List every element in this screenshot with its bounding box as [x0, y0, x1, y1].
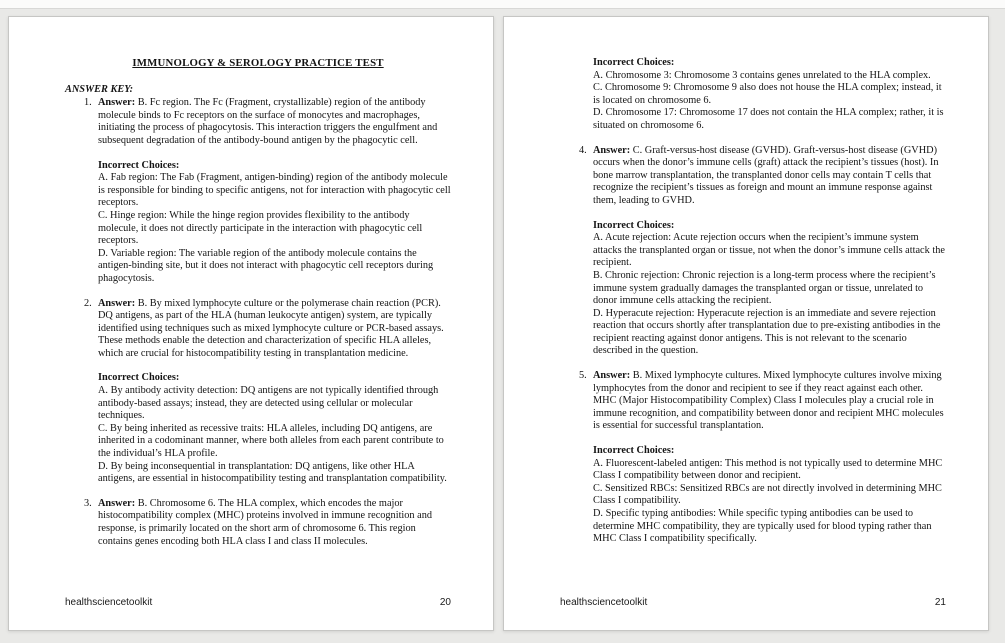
answer-text: C. Graft-versus-host disease (GVHD). Graft-versus-host disease (GVHD) occurs when the donor’s immune cells (graft) attack the recipient’s tissues (host). In bone marrow transplantation, the transplanted donor cells may contain T cells that recognize the recipient’s tissues as foreign and mount an immune response against them, leading to GVHD. — [593, 144, 939, 206]
answer-item — [65, 298, 451, 361]
incorrect-choices-heading — [593, 57, 946, 70]
question-number: 1. — [84, 97, 92, 109]
incorrect-choices-heading — [98, 372, 451, 385]
answer-paragraph — [98, 298, 451, 361]
incorrect-choices-label: Incorrect Choices: — [593, 57, 675, 68]
incorrect-choices-heading — [98, 160, 451, 173]
question-number: 4. — [579, 144, 587, 156]
answer-item — [65, 498, 451, 548]
question-number: 2. — [84, 297, 92, 309]
document-title: IMMUNOLOGY & SEROLOGY PRACTICE TEST — [132, 57, 384, 69]
choice-text: D. Specific typing antibodies: While specific typing antibodies can be used to determine MHC compatibility, they are typically used for blood typing rather than MHC Class I compatibility specifically. — [593, 508, 932, 545]
answer-label: Answer: — [593, 370, 631, 382]
page-21-blocks — [560, 57, 946, 546]
answer-item — [560, 145, 946, 208]
choice-text: C. Hinge region: While the hinge region provides flexibility to the antibody molecule, it does not directly participate in the interaction with phagocytic cell receptors. — [98, 209, 423, 247]
page-number: 20 — [439, 597, 451, 608]
choice-text: D. By being inconsequential in transplantation: DQ antigens, like other HLA antigens, are essential in histocompatibility testing and transplantation compatibility. — [98, 460, 447, 485]
answer-text: B. Mixed lymphocyte cultures. Mixed lymphocyte cultures involve mixing lymphocytes from the donor and recipient to see if they react against each other. MHC (Major Histocompatibility Complex) Class I molecules play a crucial role in immune recognition, and compatibility between donor and recipient MHC molecules is essential for successful transplantation. — [593, 370, 944, 432]
answer-text: B. Chromosome 6. The HLA complex, which encodes the major histocompatibility complex (MHC) proteins involved in immune recognition and response, is primarily located on the short arm of chromosome 6. This region contains genes encoding both HLA class I and class II molecules. — [98, 497, 433, 547]
choice-text: A. Chromosome 3: Chromosome 3 contains genes unrelated to the HLA complex. — [593, 69, 931, 81]
incorrect-choices-heading — [593, 445, 946, 458]
answer-paragraph — [593, 145, 946, 208]
page-21 — [503, 16, 989, 631]
choice-text: C. Chromosome 9: Chromosome 9 also does not house the HLA complex; instead, it is located on chromosome 6. — [593, 82, 942, 106]
viewer-top-strip — [0, 0, 1005, 9]
answer-label: Answer: — [98, 297, 136, 309]
choice-text: A. Acute rejection: Acute rejection occurs when the recipient’s immune system attacks the transplanted organ or tissue, not when the donor’s immune cells attack the recipient. — [593, 232, 945, 269]
incorrect-choices-block — [98, 372, 451, 485]
answer-paragraph — [593, 370, 946, 433]
answer-text: B. By mixed lymphocyte culture or the polymerase chain reaction (PCR). DQ antigens, as part of the HLA (human leukocyte antigen) system, are typically identified using techniques such as mixed lymphocyte culture or PCR-based assays. These methods enable the detection and characterization of specific HLA alleles, which are crucial for histocompatibility testing in transplantation medicine. — [98, 297, 444, 359]
answer-item — [560, 370, 946, 433]
choice-text: D. Hyperacute rejection: Hyperacute rejection is an immediate and severe rejection reaction that occurs shortly after transplantation due to pre-existing antibodies in the recipient reacting against donor antigens. This is not relevant to the scenario described in the question. — [593, 307, 941, 357]
choice-text: D. Chromosome 17: Chromosome 17 does not contain the HLA complex; rather, it is situated on chromosome 6. — [593, 107, 944, 131]
question-number: 5. — [579, 370, 587, 382]
choice-text: D. Variable region: The variable region of the antibody molecule contains the antigen-binding site, but it does not interact with phagocytic cell receptors during phagocytosis. — [98, 247, 434, 284]
incorrect-choices-block — [98, 160, 451, 286]
page-21-footer — [560, 597, 946, 608]
incorrect-choices-label: Incorrect Choices: — [98, 159, 180, 171]
page-number: 21 — [934, 597, 946, 608]
answer-paragraph — [98, 97, 451, 147]
incorrect-choices-block — [593, 220, 946, 359]
incorrect-choices-block — [593, 445, 946, 546]
choice-text: A. Fab region: The Fab (Fragment, antigen-binding) region of the antibody molecule is responsible for binding to specific antigens, not for interaction with phagocytic cell receptors. — [98, 172, 451, 209]
page-20-content — [9, 17, 493, 560]
answer-key-label: ANSWER KEY: — [65, 83, 134, 95]
choice-text: C. Sensitized RBCs: Sensitized RBCs are not directly involved in determining MHC Class I compatibility. — [593, 482, 942, 507]
answer-label: Answer: — [98, 497, 136, 509]
answer-paragraph — [98, 498, 451, 548]
answer-item — [65, 97, 451, 147]
incorrect-choices-label: Incorrect Choices: — [593, 445, 675, 457]
answer-label: Answer: — [593, 144, 631, 156]
page-21-content — [504, 17, 988, 558]
question-number: 3. — [84, 497, 92, 509]
page-20-blocks — [65, 97, 451, 548]
footer-brand: healthsciencetoolkit — [560, 597, 648, 608]
answer-text: B. Fc region. The Fc (Fragment, crystallizable) region of the antibody molecule binds to Fc receptors on the surface of monocytes and macrophages, initiating the process of phagocytosis. This interaction triggers the engulfment and subsequent degradation of the antibody-bound antigen by the phagocytic cell. — [98, 97, 438, 146]
choice-text: B. Chronic rejection: Chronic rejection is a long-term process where the recipient’s immune system gradually damages the transplanted organ or tissue, unrelated to donor immune cells attacking the recipient. — [593, 269, 936, 307]
page-20 — [8, 16, 494, 631]
incorrect-choices-label: Incorrect Choices: — [593, 219, 675, 231]
incorrect-choices-heading — [593, 220, 946, 233]
choice-text: A. By antibody activity detection: DQ antigens are not typically identified through antibody-based assays; instead, they are detected using cellular or molecular techniques. — [98, 385, 439, 422]
incorrect-choices-block — [593, 57, 946, 133]
page-20-footer — [65, 597, 451, 608]
answer-label: Answer: — [98, 97, 136, 109]
choice-text: A. Fluorescent-labeled antigen: This method is not typically used to determine MHC Class I compatibility between donor and recipient. — [593, 457, 943, 482]
incorrect-choices-label: Incorrect Choices: — [98, 372, 180, 384]
footer-brand: healthsciencetoolkit — [65, 597, 153, 608]
choice-text: C. By being inherited as recessive traits: HLA alleles, including DQ antigens, are inherited in a codominant manner, where both alleles from each parent contribute to the individual’s HLA profile. — [98, 422, 444, 460]
